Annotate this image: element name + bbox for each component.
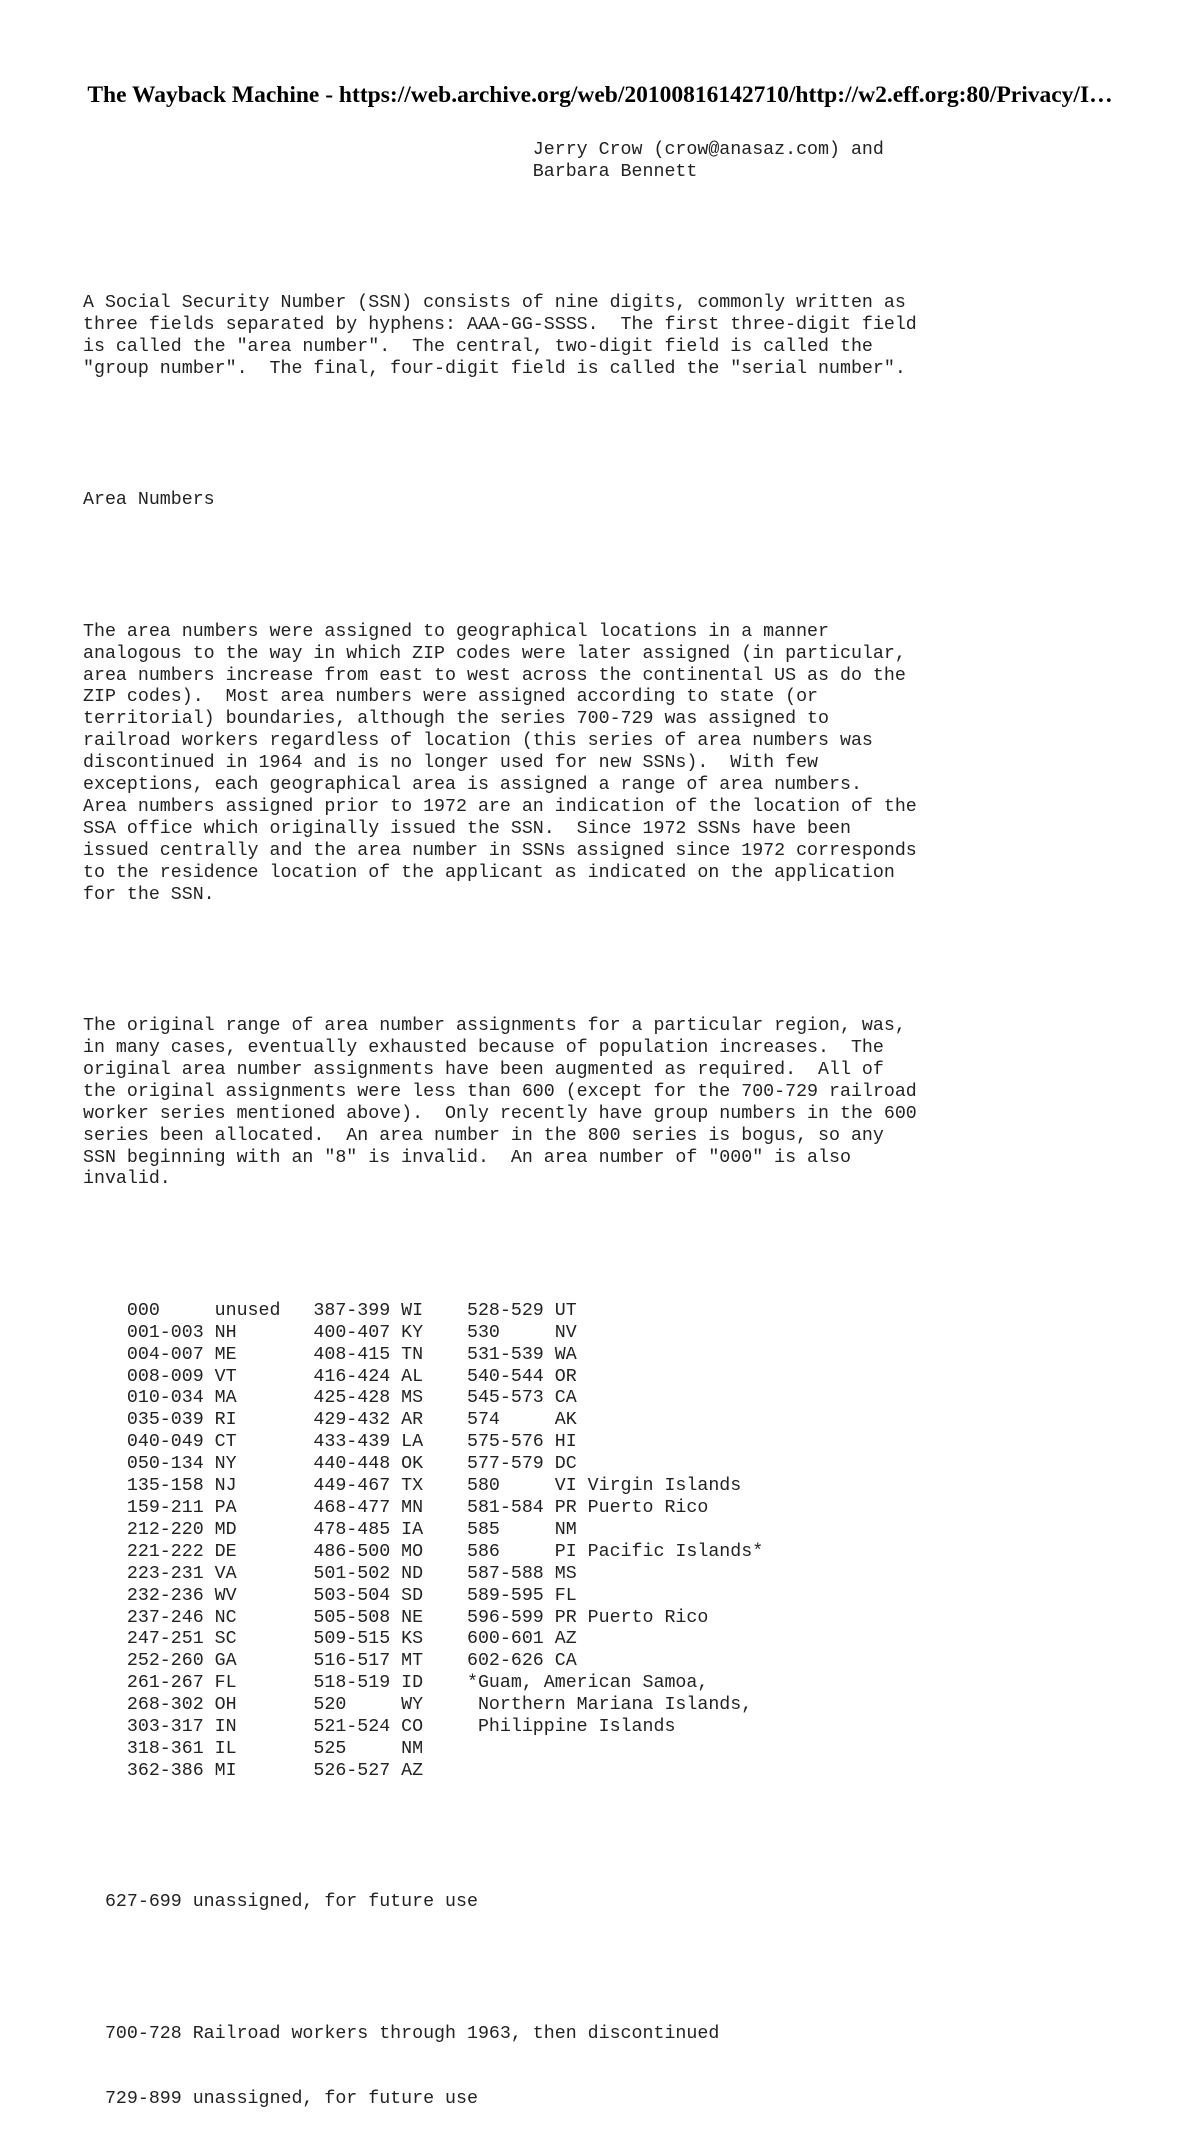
text-line: 040-049 CT 433-439 LA 575-576 HI [83,1432,577,1453]
text-line: in many cases, eventually exhausted because of population increases. The [83,1037,884,1058]
page-title: The Wayback Machine - https://web.archive.org/web/20100816142710/http://w2.eff.org:80/Privacy/I… [87,82,1113,108]
text-line: to the residence location of the applicant as indicated on the application [83,862,895,883]
text-line: The original range of area number assignments for a particular region, was, [83,1016,906,1037]
document-viewport [0,108,1200,2110]
text-line: analogous to the way in which ZIP codes were later assigned (in particular, [83,643,906,664]
text-line: Barbara Bennett [83,161,698,182]
text-line: 223-231 VA 501-502 ND 587-588 MS [83,1563,577,1584]
text-line: SSN beginning with an "8" is invalid. An area number of "000" is also [83,1147,851,1168]
text-line: 135-158 NJ 449-467 TX 580 VI Virgin Islands [83,1476,742,1497]
text-line: territorial) boundaries, although the series 700-729 was assigned to [83,709,829,730]
unassigned-note-2: 729-899 unassigned, for future use [83,2089,478,2110]
area-numbers-paragraph-2 [83,1016,917,1191]
text-line: ZIP codes). Most area numbers were assigned according to state (or [83,687,819,708]
blank-line [83,1958,917,1980]
text-line: 232-236 WV 503-504 SD 589-595 FL [83,1585,577,1606]
area-numbers-paragraph-1 [83,622,917,907]
text-line: invalid. [83,1169,171,1190]
unassigned-note: 627-699 unassigned, for future use [83,1892,478,1913]
text-line: three fields separated by hyphens: AAA-GG-SSSS. The first three-digit field [83,315,917,336]
text-line: area numbers increase from east to west across the continental US as do the [83,665,906,686]
blank-line [83,556,917,578]
blank-line [83,425,917,447]
text-line: 237-246 NC 505-508 NE 596-599 PR Puerto Rico [83,1607,709,1628]
text-line: Jerry Crow (crow@anasaz.com) and [83,139,884,160]
text-line: 303-317 IN 521-524 CO Philippine Islands [83,1717,676,1738]
text-line: 000 unused 387-399 WI 528-529 UT [83,1300,577,1321]
text-line: 010-034 MA 425-428 MS 545-573 CA [83,1388,577,1409]
text-line: original area number assignments have been augmented as required. All of [83,1059,884,1080]
blank-line [83,1235,917,1257]
section-heading: Area Numbers [83,490,215,511]
text-line: 261-267 FL 518-519 ID *Guam, American Samoa, [83,1673,709,1694]
text-line: worker series mentioned above). Only recently have group numbers in the 600 [83,1103,917,1124]
blank-line [83,227,917,249]
intro-paragraph [83,293,917,381]
text-line: issued centrally and the area number in SSNs assigned since 1972 corresponds [83,840,917,861]
text-line: 362-386 MI 526-527 AZ [83,1760,424,1781]
text-line: Area numbers assigned prior to 1972 are an indication of the location of the [83,797,917,817]
text-line: series been allocated. An area number in the 800 series is bogus, so any [83,1125,884,1146]
document-body [83,96,917,2155]
text-line: The area numbers were assigned to geographical locations in a manner [83,621,829,642]
text-line: 318-361 IL 525 NM [83,1738,424,1759]
text-line: for the SSN. [83,884,215,905]
text-line: 004-007 ME 408-415 TN 531-539 WA [83,1344,577,1365]
blank-line [83,1827,917,1849]
text-line: discontinued in 1964 and is no longer used for new SSNs). With few [83,753,819,774]
text-line: 008-009 VT 416-424 AL 540-544 OR [83,1366,577,1387]
text-line: 247-251 SC 509-515 KS 600-601 AZ [83,1629,577,1650]
author-block [83,140,917,184]
text-line: 159-211 PA 468-477 MN 581-584 PR Puerto Rico [83,1498,709,1518]
text-line: exceptions, each geographical area is assigned a range of area numbers. [83,775,862,796]
railroad-note: 700-728 Railroad workers through 1963, then discontinued [83,2023,720,2044]
text-line: is called the "area number". The central, two-digit field is called the [83,336,873,357]
text-line: "group number". The final, four-digit field is called the "serial number". [83,358,906,379]
text-line: SSA office which originally issued the SSN. Since 1972 SSNs have been [83,818,851,839]
text-line: railroad workers regardless of location (this series of area numbers was [83,731,873,752]
text-line: 268-302 OH 520 WY Northern Mariana Islands, [83,1695,753,1716]
text-line: 212-220 MD 478-485 IA 585 NM [83,1519,577,1540]
text-line: 035-039 RI 429-432 AR 574 AK [83,1410,577,1431]
text-line: 050-134 NY 440-448 OK 577-579 DC [83,1454,577,1475]
text-line: the original assignments were less than 600 (except for the 700-729 railroad [83,1081,917,1102]
area-number-table [83,1301,917,1783]
blank-line [83,950,917,972]
text-line: 001-003 NH 400-407 KY 530 NV [83,1322,577,1343]
text-line: 221-222 DE 486-500 MO 586 PI Pacific Islands* [83,1541,764,1562]
text-line: 252-260 GA 516-517 MT 602-626 CA [83,1651,577,1672]
text-line: A Social Security Number (SSN) consists of nine digits, commonly written as [83,293,906,314]
